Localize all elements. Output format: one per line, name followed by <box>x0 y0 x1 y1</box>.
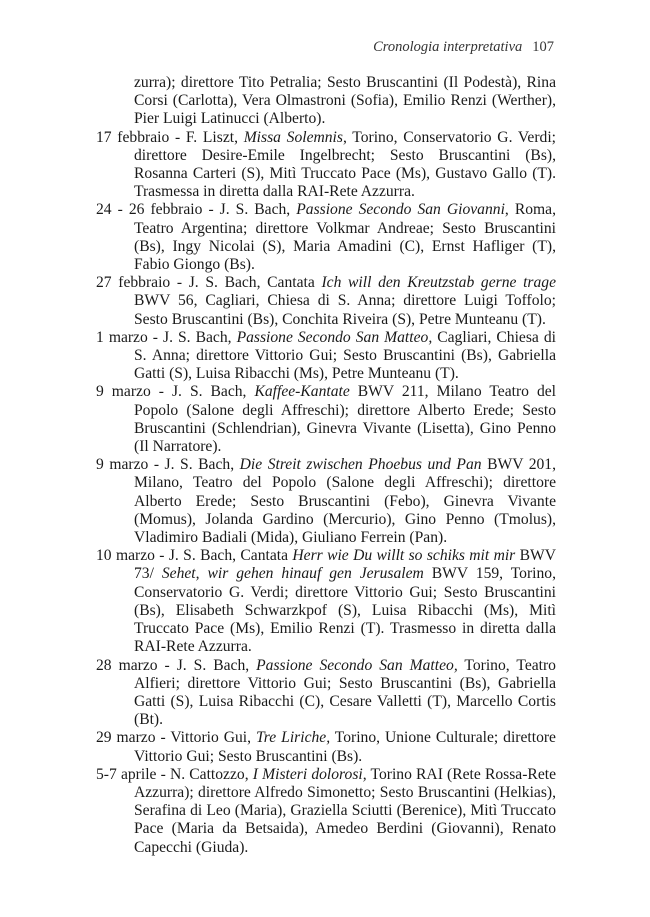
chronology-entry <box>96 766 556 857</box>
entry-text: BWV 211, Milano Teatro del Popolo (Salone degli Affreschi); direttore Alberto Erede; Sesto Bruscantini (Schlendrian), Ginevra Vivante (Lisetta), Gino Penno (Il Narratore). <box>134 383 556 456</box>
chronology-entries <box>96 74 556 857</box>
entry-text: Torino, Teatro Alfieri; direttore Vittorio Gui; Sesto Bruscantini (Bs), Gabriella Gatti (S), Luisa Ribacchi (C), Cesare Valletti (T), Marcello Cortis (Bt). <box>134 656 556 729</box>
chronology-entry <box>96 456 556 547</box>
entry-text: 27 febbraio - J. S. Bach, Cantata <box>96 274 322 292</box>
entry-text: 9 marzo - J. S. Bach, <box>96 456 240 474</box>
entry-text: 1 marzo - J. S. Bach, <box>96 328 237 346</box>
chronology-entry <box>96 657 556 730</box>
work-title: Passione Secondo San Matteo, <box>256 656 458 674</box>
entry-text: BWV 201, Milano, Teatro del Popolo (Salone degli Affreschi); direttore Alberto Erede; Sesto Bruscantini (Febo), Ginevra Vivante (Momus), Jolanda Gardino (Mercurio), Gino Penno (Tmolus), Vladimiro Badiali (Mida), Giuliano Ferrein (Pan). <box>134 456 557 547</box>
work-title: Ich will den Kreutzstab gerne trage <box>321 274 556 292</box>
entry-text: 24 - 26 febbraio - J. S. Bach, <box>96 201 297 219</box>
work-title: Tre Liriche, <box>255 729 331 747</box>
entry-text: 5-7 aprile - N. Cattozzo, <box>96 765 253 783</box>
chronology-entry <box>96 74 556 129</box>
entry-text: Torino RAI (Rete Rossa-Rete Azzurra); direttore Alfredo Simonetto; Sesto Bruscantini (Helkias), Serafina di Leo (Maria), Graziella Sciutti (Berenice), Mitì Truccato Pace (Maria da Betsaida), Amedeo Berdini (Giovanni), Renato Capecchi (Giuda). <box>134 765 556 856</box>
work-title: Die Streit zwischen Phoebus und Pan <box>239 456 482 474</box>
entry-text: , Roma, Teatro Argentina; direttore Volkmar Andreae; Sesto Bruscantini (Bs), Ingy Nicolai (S), Maria Amadini (C), Ernst Hafliger (T), Fabio Giongo (Bs). <box>134 201 556 274</box>
chronology-entry <box>96 329 556 384</box>
chronology-entry <box>96 383 556 456</box>
chronology-entry <box>96 274 556 329</box>
entry-text: 10 marzo - J. S. Bach, Cantata <box>96 547 293 565</box>
work-title: Herr wie Du willt so schiks mit mir <box>292 547 516 565</box>
entry-text: 9 marzo - J. S. Bach, <box>96 383 255 401</box>
work-title: I Misteri dolorosi, <box>252 765 367 783</box>
entry-text: Torino, Unione Culturale; direttore Vittorio Gui; Sesto Bruscantini (Bs). <box>134 729 556 765</box>
entry-text: 17 febbraio - F. Liszt, <box>96 128 244 146</box>
work-title: Sehet, wir gehen hinauf gen Jerusalem <box>161 565 424 583</box>
entry-text: BWV 73/ <box>134 547 556 583</box>
entry-text: Cagliari, Chiesa di S. Anna; direttore Vittorio Gui; Sesto Bruscantini (Bs), Gabriella Gatti (S), Luisa Ribacchi (Ms), Petre Munteanu (T). <box>134 328 556 383</box>
chronology-entry <box>96 547 556 656</box>
chronology-entry <box>96 201 556 274</box>
chronology-entry <box>96 129 556 202</box>
entry-text: BWV 56, Cagliari, Chiesa di S. Anna; direttore Luigi Toffolo; Sesto Bruscantini (Bs), Conchita Riveira (S), Petre Munteanu (T). <box>134 292 556 328</box>
running-header-title: Cronologia interpretativa <box>373 39 523 55</box>
work-title: Missa Solemnis <box>243 128 343 146</box>
entry-text: 29 marzo - Vittorio Gui, <box>96 729 256 747</box>
work-title: Passione Secondo San Matteo, <box>236 328 433 346</box>
running-header <box>373 38 554 56</box>
entry-text: , Torino, Conservatorio G. Verdi; direttore Desire-Emile Ingelbrecht; Sesto Bruscantini (Bs), Rosanna Carteri (S), Mitì Truccato Pace (Ms), Gustavo Gallo (T). Trasmessa in diretta dalla RAI-Rete Azzurra. <box>134 128 556 201</box>
entry-text: zurra); direttore Tito Petralia; Sesto Bruscantini (Il Podestà), Rina Corsi (Carlotta), Vera Olmastroni (Sofia), Emilio Renzi (Werther), Pier Luigi Latinucci (Alberto). <box>134 74 556 128</box>
work-title: Kaffee-Kantate <box>254 383 350 401</box>
entry-text: BWV 159, Torino, Conservatorio G. Verdi; direttore Vittorio Gui; Sesto Bruscantini (Bs), Elisabeth Schwarzkpof (S), Luisa Ribacchi (Ms), Mitì Truccato Pace (Ms), Emilio Renzi (T). Trasmesso in diretta dalla RAI-Rete Azzurra. <box>134 565 556 656</box>
page-number: 107 <box>532 39 554 55</box>
entry-text: 28 marzo - J. S. Bach, <box>96 656 257 674</box>
chronology-entry <box>96 729 556 765</box>
work-title: Passione Secondo San Giovanni <box>296 201 505 219</box>
